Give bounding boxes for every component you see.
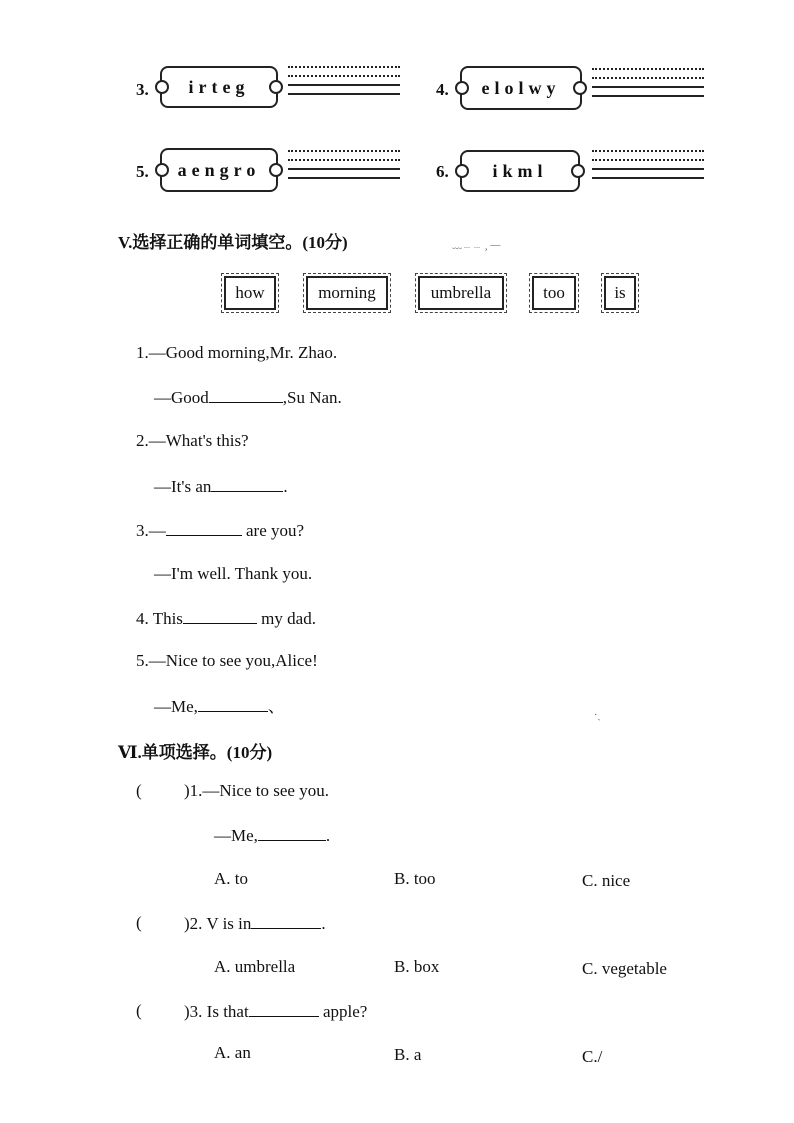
scramble-number-6: 6.	[436, 162, 449, 181]
scramble-number-5: 5.	[136, 162, 149, 181]
word-too: too	[543, 283, 565, 302]
scramble-box-6	[460, 150, 580, 192]
scramble-letters-6: ikml	[492, 160, 548, 181]
s5-line-7	[136, 609, 316, 627]
s5-line-3-text: 2.—What's this?	[136, 431, 249, 450]
s5-line-2	[154, 388, 342, 406]
s5-blank-3[interactable]	[166, 521, 242, 536]
s5-line-7-text-a: 4. This	[136, 609, 183, 628]
word-box-morning	[306, 276, 388, 310]
q2-paren-open: (	[136, 913, 142, 932]
s5-line-3	[136, 432, 249, 449]
s5-line-5-text-a: 3.—	[136, 521, 166, 540]
q2-option-a[interactable]: A. umbrella	[214, 957, 296, 976]
q2-blank[interactable]	[251, 914, 321, 929]
section-5-heading: V.选择正确的单词填空。(10分)	[118, 233, 348, 252]
q1-reply-text: —Me,	[214, 826, 258, 845]
q2-stem: 2. V is in	[189, 914, 252, 933]
s5-line-5	[136, 521, 304, 539]
scan-noise-mark: ﹏﹍﹍ ¸ —	[452, 240, 501, 251]
q3-line	[184, 1002, 367, 1020]
q2-paren-close: )	[184, 914, 190, 933]
s5-line-6-text: —I'm well. Thank you.	[154, 564, 313, 583]
s5-line-9-text-b: 、	[267, 697, 285, 716]
q2-option-b[interactable]: B. box	[394, 957, 440, 976]
q3-option-c[interactable]: C./	[582, 1047, 603, 1066]
word-box-too	[532, 276, 576, 310]
s5-line-6	[154, 565, 312, 582]
answer-lines-4	[592, 68, 704, 104]
scramble-letters-3: irteg	[188, 76, 250, 97]
q3-option-a[interactable]: A. an	[214, 1043, 251, 1062]
scramble-number-4: 4.	[436, 80, 449, 99]
answer-lines-3	[288, 66, 400, 102]
s5-line-4-text-a: —It's an	[154, 477, 212, 496]
answer-lines-5	[288, 150, 400, 186]
s5-line-5-text-b: are you?	[246, 521, 305, 540]
q1-reply-end: .	[325, 826, 331, 845]
scramble-box-5	[160, 148, 278, 192]
word-umbrella: umbrella	[430, 283, 492, 302]
section-6-heading: Ⅵ.单项选择。(10分)	[118, 743, 273, 762]
s5-line-1-text: 1.—Good morning,Mr. Zhao.	[136, 343, 338, 362]
q1-paren-open: (	[136, 781, 142, 800]
q1-line	[184, 782, 329, 799]
q1-paren-close: )	[184, 781, 190, 800]
q1-option-a[interactable]: A. to	[214, 869, 248, 888]
s5-line-7-text-b: my dad.	[261, 609, 316, 628]
scan-noise-dot: ·ˎ	[594, 710, 601, 721]
q2-line	[184, 914, 326, 932]
q3-stem: 3. Is that	[189, 1002, 249, 1021]
q3-blank[interactable]	[249, 1002, 319, 1017]
s5-line-4-text-b: .	[283, 477, 288, 496]
q3-paren-close: )	[184, 1002, 190, 1021]
scramble-box-3	[160, 66, 278, 108]
s5-blank-5[interactable]	[198, 697, 268, 712]
scramble-number-3: 3.	[136, 80, 149, 99]
q1-stem: 1.—Nice to see you.	[189, 781, 329, 800]
q3-stem-end: apple?	[322, 1002, 368, 1021]
s5-line-1	[136, 344, 337, 361]
s5-line-4	[154, 477, 288, 495]
scramble-box-4	[460, 66, 582, 110]
word-box-umbrella	[418, 276, 504, 310]
q1-reply	[214, 826, 330, 844]
s5-line-2-text-a: —Good	[154, 388, 209, 407]
word-morning: morning	[318, 283, 376, 302]
word-box-how	[224, 276, 276, 310]
q3-paren-open: (	[136, 1001, 142, 1020]
q2-option-c[interactable]: C. vegetable	[582, 959, 667, 978]
q1-option-c[interactable]: C. nice	[582, 871, 631, 890]
s5-blank-4[interactable]	[183, 609, 257, 624]
s5-blank-1[interactable]	[209, 388, 283, 403]
s5-line-8	[136, 652, 318, 669]
q1-blank[interactable]	[258, 826, 326, 841]
word-how: how	[235, 283, 265, 302]
s5-line-9-text-a: —Me,	[154, 697, 198, 716]
q1-option-b[interactable]: B. too	[394, 869, 436, 888]
scramble-letters-4: elolwy	[481, 77, 561, 98]
word-box-is	[604, 276, 636, 310]
s5-line-9	[154, 697, 285, 715]
s5-line-2-text-b: ,Su Nan.	[282, 388, 342, 407]
s5-line-8-text: 5.—Nice to see you,Alice!	[136, 651, 318, 670]
s5-blank-2[interactable]	[211, 477, 283, 492]
scramble-letters-5: aengro	[177, 159, 261, 180]
answer-lines-6	[592, 150, 704, 186]
word-is: is	[614, 283, 626, 302]
q3-option-b[interactable]: B. a	[394, 1045, 422, 1064]
q2-stem-end: .	[321, 914, 326, 933]
